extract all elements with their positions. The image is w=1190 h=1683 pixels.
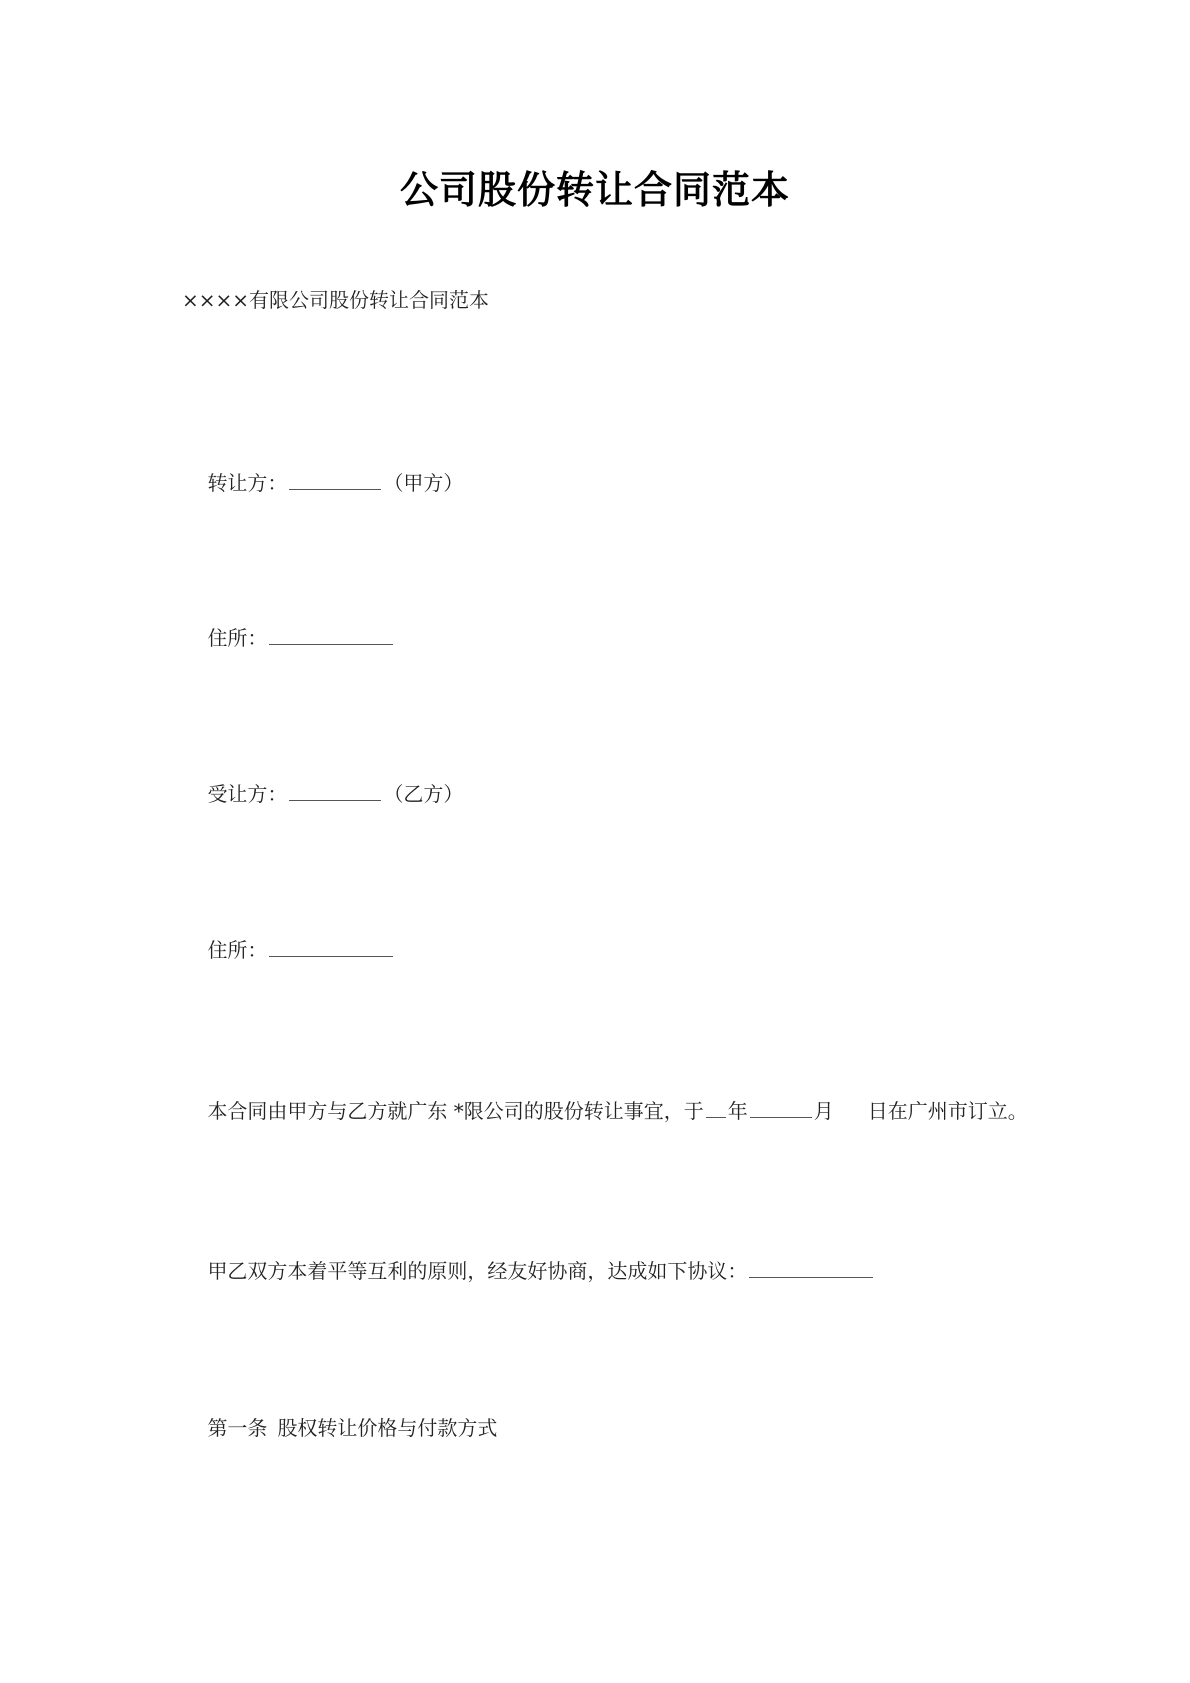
transferee-address-blank[interactable] bbox=[269, 936, 393, 957]
year-blank[interactable] bbox=[706, 1097, 726, 1118]
article-1-heading bbox=[182, 1386, 497, 1470]
transferee-suffix: （乙方） bbox=[383, 782, 464, 806]
transferee-line bbox=[182, 752, 463, 836]
month-label: 月 bbox=[813, 1099, 834, 1123]
transferee-address-line bbox=[182, 908, 395, 992]
transferor-address-label: 住所： bbox=[207, 626, 268, 650]
signing-clause-part2: 日在广州市订立。 bbox=[867, 1099, 1028, 1123]
transferor-address-blank[interactable] bbox=[269, 624, 393, 645]
transferor-name-blank[interactable] bbox=[289, 469, 381, 490]
transferee-address-label: 住所： bbox=[207, 938, 268, 962]
document-title: 公司股份转让合同范本 bbox=[399, 168, 790, 212]
transferor-line bbox=[182, 441, 463, 525]
article-1-number: 第一条 bbox=[207, 1416, 268, 1440]
month-blank[interactable] bbox=[750, 1097, 812, 1118]
transferor-label: 转让方： bbox=[207, 471, 288, 495]
signing-clause-part1: 本合同由甲方与乙方就广东 *限公司的股份转让事宜，于 bbox=[207, 1099, 704, 1123]
agreement-blank[interactable] bbox=[749, 1257, 873, 1278]
article-1-title: 股权转让价格与付款方式 bbox=[277, 1416, 498, 1440]
transferee-label: 受让方： bbox=[207, 782, 288, 806]
transferor-address-line bbox=[182, 596, 395, 680]
document-subtitle: ××××有限公司股份转让合同范本 bbox=[182, 288, 490, 312]
agreement-clause-text: 甲乙双方本着平等互利的原则，经友好协商，达成如下协议： bbox=[207, 1259, 748, 1283]
signing-clause bbox=[182, 1069, 1028, 1153]
transferor-suffix: （甲方） bbox=[383, 471, 464, 495]
year-label: 年 bbox=[727, 1099, 748, 1123]
agreement-clause bbox=[182, 1229, 875, 1313]
transferee-name-blank[interactable] bbox=[289, 780, 381, 801]
